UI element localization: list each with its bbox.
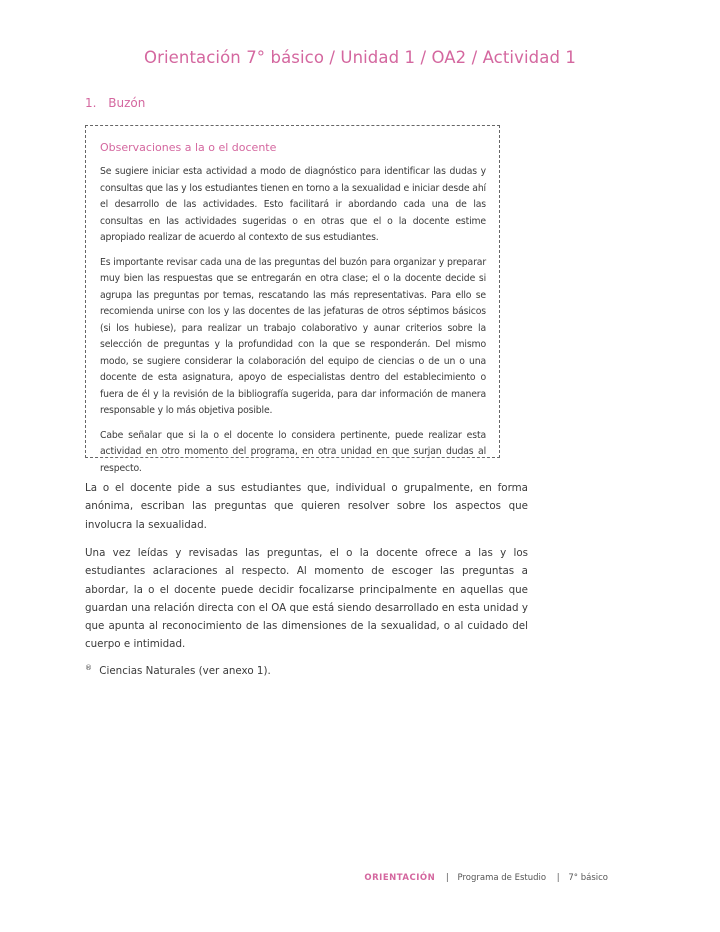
teacher-note-paragraph: Es importante revisar cada una de las preguntas del buzón para organizar y preparar muy bien las respuestas que se entregarán en otra clase; el o la docente decide si agrupa las preguntas por temas, rescatando las más representativas. Para ello se recomienda unirse con los y las docentes de las jefaturas de otros séptimos básicos (si los hubiese), para realizar un trabajo colaborativo y aunar criterios sobre la selección de preguntas y la profundidad con la que se responderán. Del mismo modo, se sugiere considerar la colaboración del equipo de ciencias o de un o una docente de esta asignatura, apoyo de especialistas dentro del establecimiento o fuera de él y la revisión de la bibliografía sugerida, para dar información de manera responsable y lo más objetiva posible. (100, 256, 486, 416)
footer-separator: | (556, 873, 560, 883)
page-footer (364, 873, 608, 883)
body-paragraph: Una vez leídas y revisadas las preguntas, el o la docente ofrece a las y los estudiantes aclaraciones al respecto. Al momento de escoger las preguntas a abordar, la o el docente puede decidir focalizarse principalmente en aquellas que guardan una relación directa con el OA que está siendo desarrollado en esta unidad y que apunta al reconocimiento de las dimensiones de la sexualidad, o al cuidado del cuerpo e intimidad. (85, 547, 528, 651)
footer-separator: | (445, 873, 449, 883)
reference-text: Ciencias Naturales (ver anexo 1). (99, 665, 271, 677)
teacher-note-paragraph: Cabe señalar que si la o el docente lo considera pertinente, puede realizar esta actividad en otro momento del programa, en otra unidad en que surjan dudas al respecto. (100, 429, 486, 474)
section-heading (85, 96, 145, 110)
registered-symbol-icon: ® (85, 664, 92, 672)
reference-note (85, 664, 271, 677)
footer-grade: 7° básico (568, 873, 608, 883)
footer-brand: ORIENTACIÓN (364, 873, 436, 883)
teacher-notes-box (85, 125, 500, 474)
body-paragraph: La o el docente pide a sus estudiantes que, individual o grupalmente, en forma anónima, escriban las preguntas que quieren resolver sobre los aspectos que involucra la sexualidad. (85, 482, 528, 531)
teacher-notes-title: Observaciones a la o el docente (100, 141, 277, 154)
section-title: Buzón (108, 96, 146, 110)
section-number: 1. (85, 96, 97, 110)
teacher-note-paragraph: Se sugiere iniciar esta actividad a modo de diagnóstico para identificar las dudas y consultas que las y los estudiantes tienen en torno a la sexualidad e iniciar desde ahí el desarrollo de las actividades. Esto facilitará ir abordando cada una de las consultas en las actividades sugeridas o en otras que el o la docente estime apropiado realizar de acuerdo al contexto de sus estudiantes. (100, 166, 486, 243)
footer-program: Programa de Estudio (457, 873, 547, 883)
page-title: Orientación 7° básico / Unidad 1 / OA2 / Actividad 1 (144, 48, 576, 67)
